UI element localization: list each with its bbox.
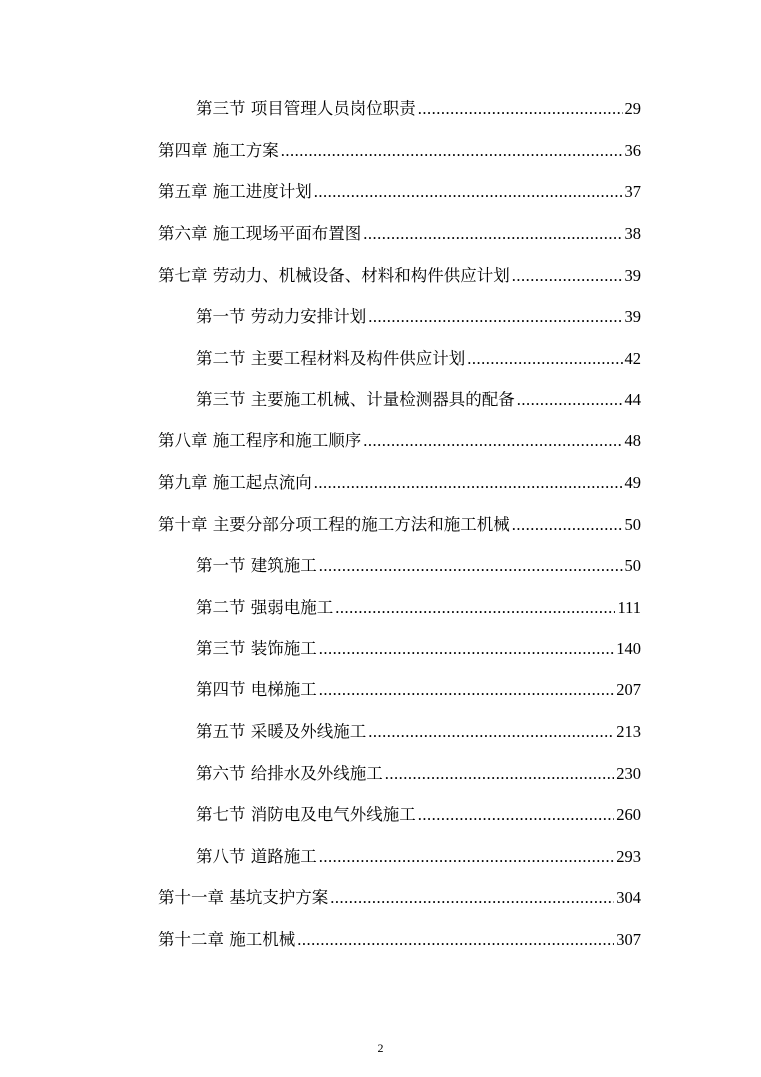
toc-entry[interactable] [158, 886, 641, 910]
toc-entry[interactable] [196, 845, 641, 869]
toc-entry-page: 29 [624, 99, 641, 118]
toc-entry-title: 第十一章 基坑支护方案 [158, 888, 329, 907]
toc-leader [512, 513, 623, 537]
toc-entry-page: 213 [616, 722, 641, 741]
toc-entry-title: 第六节 给排水及外线施工 [196, 764, 383, 783]
toc-leader [330, 886, 614, 910]
toc-leader [314, 180, 623, 204]
toc-entry-page: 260 [616, 805, 641, 824]
toc-leader [363, 429, 622, 453]
toc-entry-page: 111 [617, 598, 641, 617]
toc-entry-title: 第八节 道路施工 [196, 847, 317, 866]
toc-entry-page: 307 [616, 930, 641, 949]
toc-entry[interactable] [158, 429, 641, 453]
toc-leader [467, 347, 622, 371]
toc-entry-page: 140 [616, 639, 641, 658]
toc-entry-title: 第三节 装饰施工 [196, 639, 317, 658]
toc-entry-page: 39 [624, 266, 641, 285]
toc-entry[interactable] [196, 596, 641, 620]
toc-entry-title: 第六章 施工现场平面布置图 [158, 224, 362, 243]
toc-entry-title: 第十章 主要分部分项工程的施工方法和施工机械 [158, 515, 510, 534]
toc-entry-title: 第二节 主要工程材料及构件供应计划 [196, 349, 466, 368]
toc-leader [368, 720, 614, 744]
toc-entry[interactable] [196, 678, 641, 702]
toc-entry-title: 第八章 施工程序和施工顺序 [158, 431, 362, 450]
toc-entry-page: 230 [616, 764, 641, 783]
toc-entry[interactable] [158, 139, 641, 163]
toc-entry[interactable] [158, 180, 641, 204]
toc-entry[interactable] [158, 513, 641, 537]
toc-entry-page: 36 [624, 141, 641, 160]
toc-entry-page: 39 [624, 307, 641, 326]
toc-entry-title: 第九章 施工起点流向 [158, 473, 312, 492]
toc-entry[interactable] [196, 554, 641, 578]
page-number: 2 [377, 1041, 384, 1055]
toc-entry[interactable] [196, 803, 641, 827]
toc-entry-title: 第二节 强弱电施工 [196, 598, 334, 617]
toc-leader [297, 928, 614, 952]
toc-entry[interactable] [196, 637, 641, 661]
toc-leader [512, 264, 623, 288]
toc-entry-page: 38 [624, 224, 641, 243]
toc-entry-page: 49 [624, 473, 641, 492]
toc-entry[interactable] [196, 762, 641, 786]
toc-entry-page: 42 [624, 349, 641, 368]
toc-leader [319, 678, 615, 702]
toc-entry-title: 第十二章 施工机械 [158, 930, 296, 949]
toc-entry[interactable] [158, 471, 641, 495]
toc-leader [363, 222, 622, 246]
toc-entry-title: 第四节 电梯施工 [196, 680, 317, 699]
toc-entry[interactable] [158, 928, 641, 952]
toc-entry-title: 第七章 劳动力、机械设备、材料和构件供应计划 [158, 266, 510, 285]
toc-entry[interactable] [158, 222, 641, 246]
toc-entry[interactable] [196, 97, 641, 121]
toc-leader [385, 762, 615, 786]
toc-entry-page: 37 [624, 182, 641, 201]
toc-entry-title: 第七节 消防电及电气外线施工 [196, 805, 416, 824]
toc-entry-page: 304 [616, 888, 641, 907]
toc-entry-page: 50 [624, 515, 641, 534]
toc-entry[interactable] [196, 720, 641, 744]
toc-entry-title: 第四章 施工方案 [158, 141, 279, 160]
toc-leader [418, 803, 615, 827]
toc-entry[interactable] [196, 388, 641, 412]
toc-entry-page: 44 [624, 390, 641, 409]
toc-leader [281, 139, 623, 163]
toc-leader [517, 388, 623, 412]
toc-entry-title: 第一节 劳动力安排计划 [196, 307, 367, 326]
toc-entry-title: 第三节 项目管理人员岗位职责 [196, 99, 416, 118]
toc-entry-title: 第一节 建筑施工 [196, 556, 317, 575]
toc-leader [319, 637, 615, 661]
toc-entry-page: 50 [624, 556, 641, 575]
toc-entry-page: 48 [624, 431, 641, 450]
toc-entry[interactable] [158, 264, 641, 288]
toc-leader [368, 305, 622, 329]
toc-entry-page: 293 [616, 847, 641, 866]
toc-leader [314, 471, 623, 495]
toc-leader [319, 845, 615, 869]
toc-entry-title: 第五节 采暖及外线施工 [196, 722, 367, 741]
toc-entry-title: 第五章 施工进度计划 [158, 182, 312, 201]
toc-leader [418, 97, 623, 121]
toc-entry-title: 第三节 主要施工机械、计量检测器具的配备 [196, 390, 515, 409]
toc-leader [319, 554, 623, 578]
toc-entry[interactable] [196, 305, 641, 329]
toc-leader [335, 596, 615, 620]
toc-entry-page: 207 [616, 680, 641, 699]
toc-entry[interactable] [196, 347, 641, 371]
